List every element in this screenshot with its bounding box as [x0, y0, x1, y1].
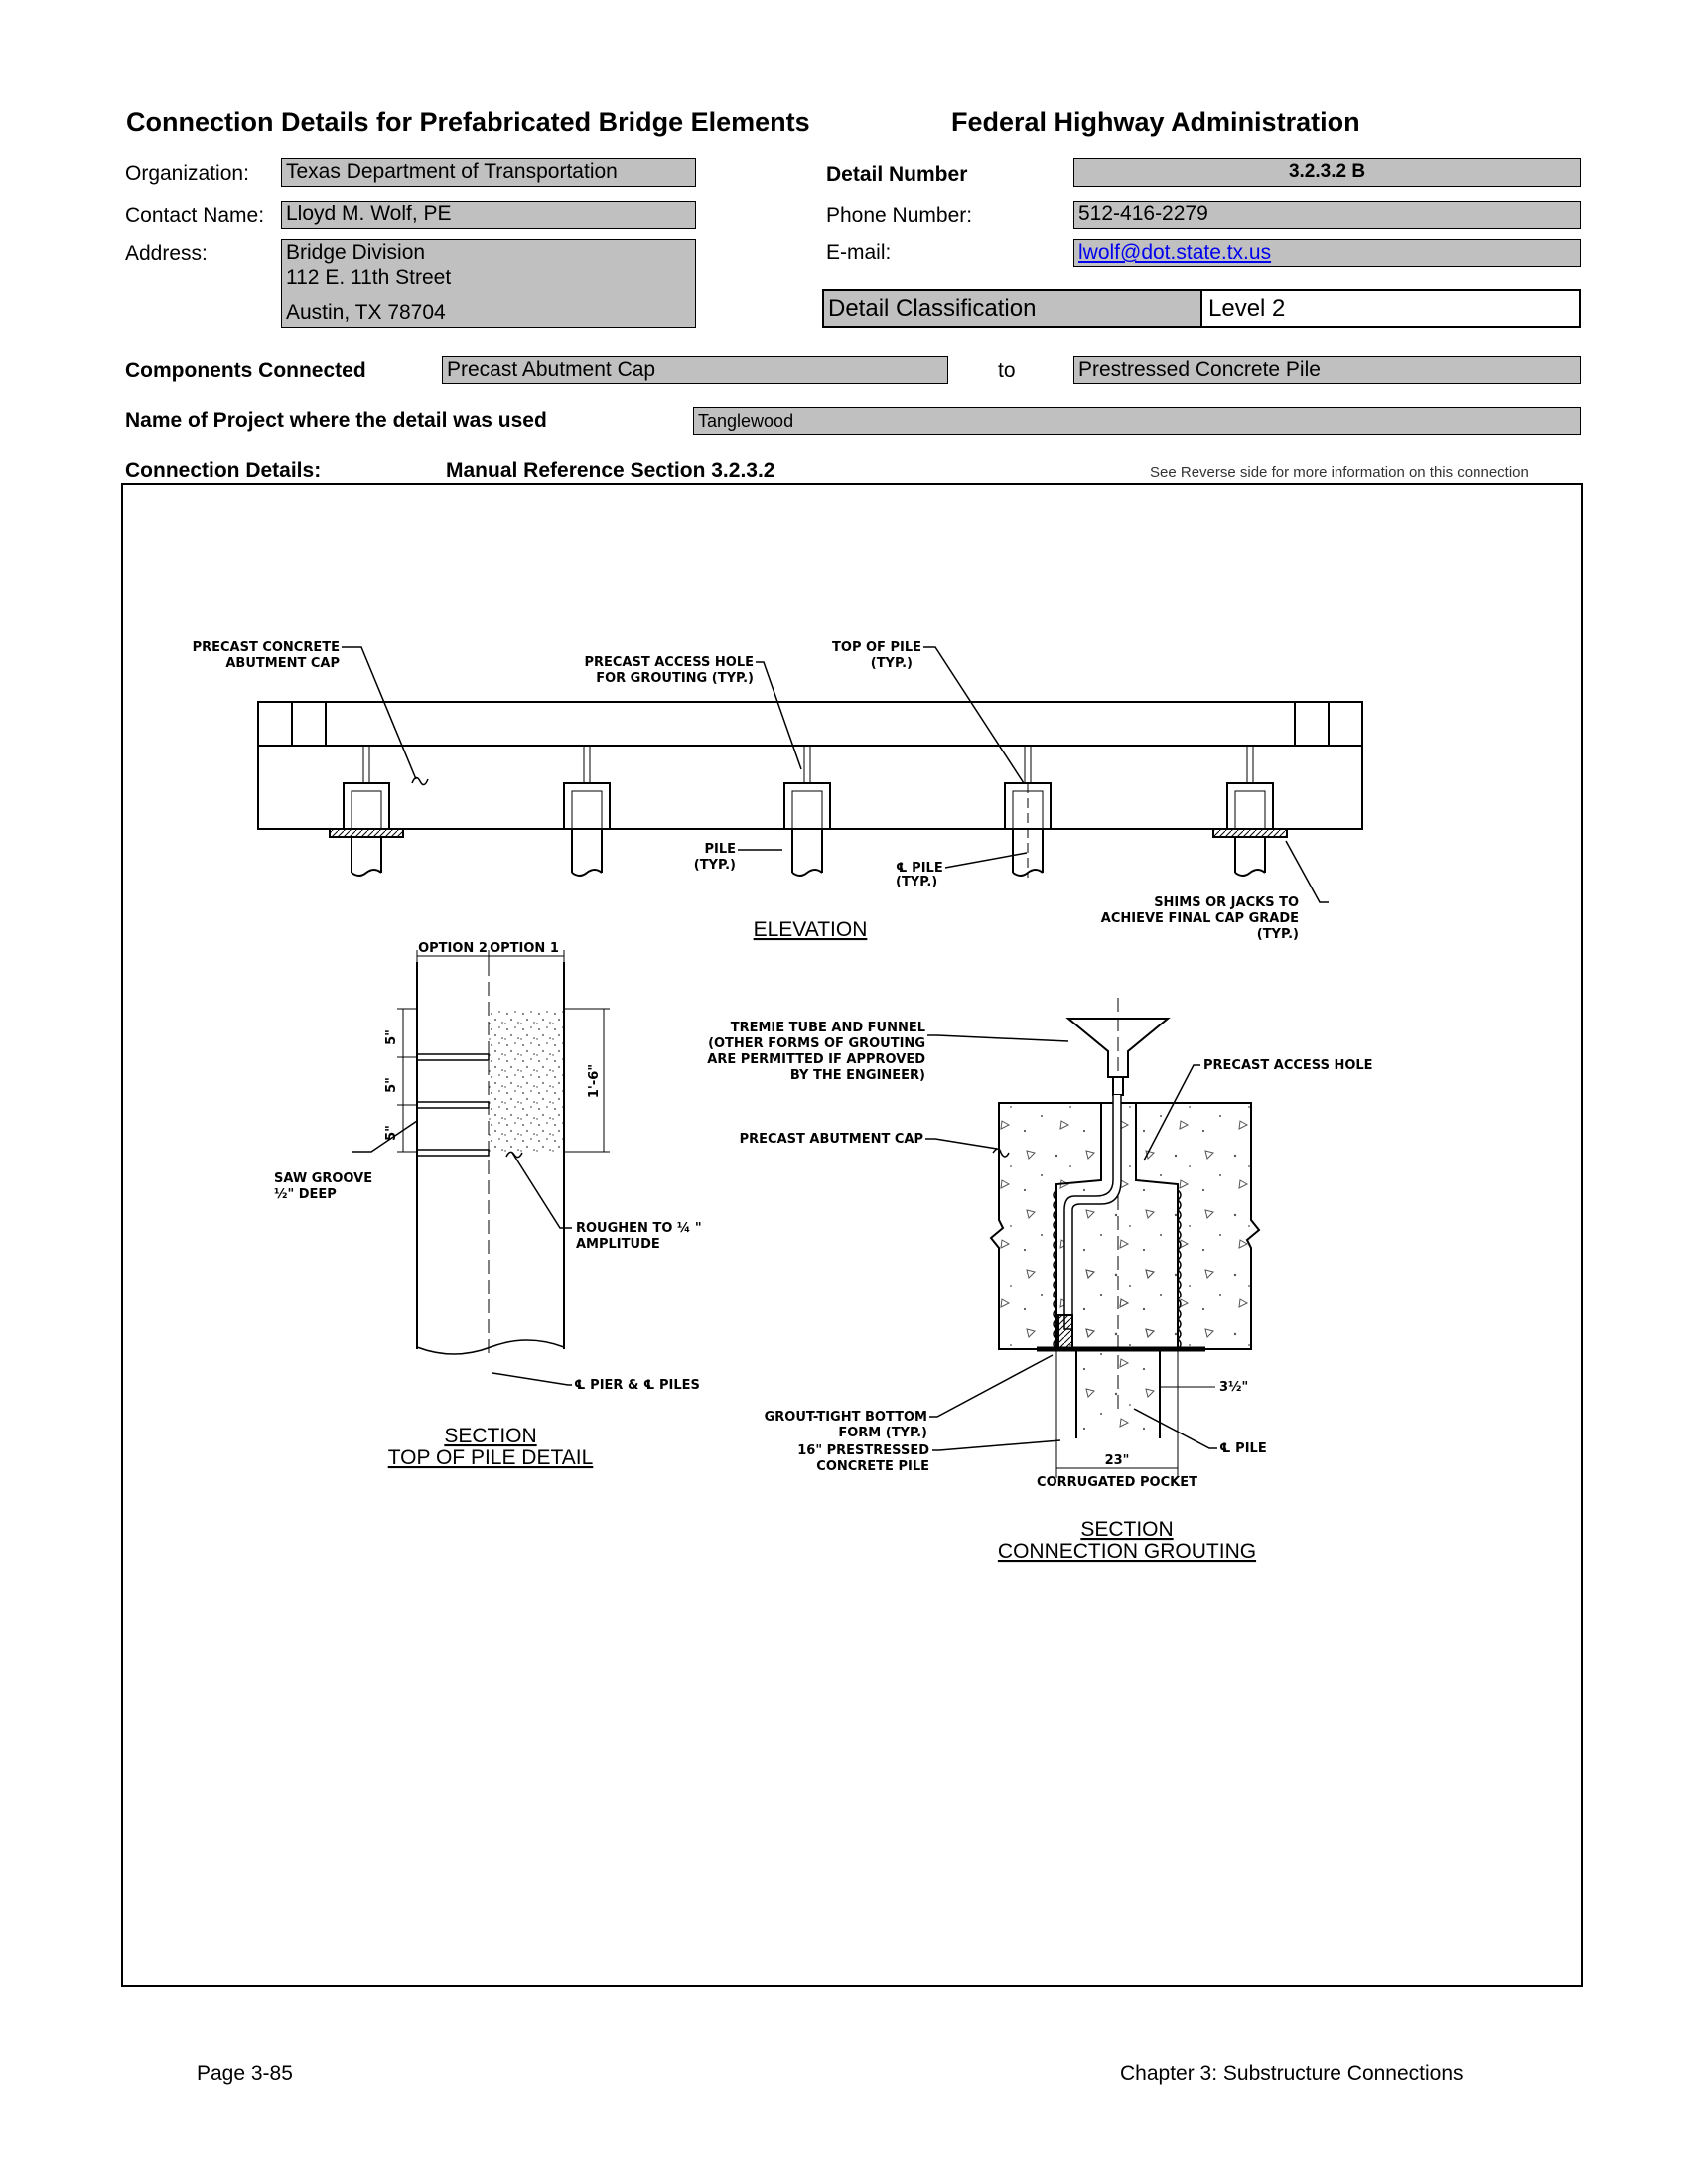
components-label: Components Connected [125, 359, 366, 382]
label-shims-3: (TYP.) [1256, 927, 1299, 942]
roughen-2: AMPLITUDE [576, 1237, 660, 1252]
label-shims-1: SHIMS OR JACKS TO [1154, 895, 1299, 910]
label-shims-2: ACHIEVE FINAL CAP GRADE [1100, 911, 1299, 926]
address-label: Address: [125, 242, 208, 265]
tremie-4: BY THE ENGINEER) [789, 1068, 925, 1083]
contact-field: Lloyd M. Wolf, PE [281, 201, 696, 229]
tremie-2: (OTHER FORMS OF GROUTING [708, 1036, 925, 1051]
label-hole-1: PRECAST ACCESS HOLE [584, 655, 754, 670]
top-pile-title-2: TOP OF PILE DETAIL [387, 1446, 594, 1469]
organization-field: Texas Department of Transportation [281, 158, 696, 187]
grouting-title-2: CONNECTION GROUTING [997, 1540, 1257, 1563]
option-2-label: OPTION 2 [418, 941, 488, 956]
option-1-label: OPTION 1 [490, 941, 559, 956]
classification-label: Detail Classification [824, 291, 1202, 326]
label-top-pile-1: TOP OF PILE [832, 640, 921, 655]
pile-2 [564, 746, 610, 876]
classification-box [822, 289, 1581, 328]
manual-reference: Manual Reference Section 3.2.3.2 [446, 459, 775, 481]
abut-cap-label: PRECAST ABUTMENT CAP [739, 1132, 923, 1147]
grouting-title-1: SECTION [1080, 1518, 1174, 1541]
label-top-pile-2: (TYP.) [870, 656, 913, 671]
project-field: Tanglewood [693, 407, 1581, 435]
pile-1 [330, 746, 403, 876]
grout-form-1: GROUT-TIGHT BOTTOM [764, 1410, 927, 1425]
reverse-side-note: See Reverse side for more information on this connection [1150, 464, 1529, 480]
label-cap-1: PRECAST CONCRETE [192, 640, 340, 655]
to-label: to [998, 359, 1016, 382]
label-hole-2: FOR GROUTING (TYP.) [596, 671, 754, 686]
dim-5-b: 5" [384, 1077, 399, 1093]
phone-field: 512-416-2279 [1073, 201, 1581, 229]
address-field [281, 239, 696, 328]
saw-groove-2: ½" DEEP [274, 1187, 337, 1202]
label-cl-pile-2: (TYP.) [896, 875, 938, 889]
contact-label: Contact Name: [125, 205, 265, 227]
top-of-pile-detail [352, 950, 610, 1385]
dim-5-a: 5" [384, 1029, 399, 1045]
address-line-2: 112 E. 11th Street [286, 266, 452, 289]
detail-number-field: 3.2.3.2 B [1073, 158, 1581, 187]
connection-drawing [121, 483, 1583, 1987]
label-cl-pile-1: ℄ PILE [896, 861, 943, 876]
document-title: Connection Details for Prefabricated Bridge Elements [126, 107, 810, 137]
address-line-1: Bridge Division [286, 241, 426, 264]
access-hole-label: PRECAST ACCESS HOLE [1203, 1058, 1373, 1073]
elevation-title: ELEVATION [753, 918, 868, 941]
detail-number-label: Detail Number [826, 163, 968, 186]
pile-3 [784, 746, 830, 876]
label-pile-1: PILE [704, 842, 736, 857]
email-link[interactable]: lwolf@dot.state.tx.us [1078, 241, 1272, 264]
connection-details-label: Connection Details: [125, 459, 322, 481]
roughen-1: ROUGHEN TO ¼ " [576, 1221, 702, 1236]
address-line-3: Austin, TX 78704 [286, 301, 446, 324]
organization-label: Organization: [125, 162, 249, 185]
top-pile-title-1: SECTION [444, 1425, 537, 1447]
dim-5-c: 5" [384, 1125, 399, 1141]
dim-3-5: 3½" [1219, 1380, 1249, 1395]
elevation-view [258, 647, 1362, 902]
tremie-3: ARE PERMITTED IF APPROVED [707, 1052, 925, 1067]
component-b-field: Prestressed Concrete Pile [1073, 356, 1581, 384]
project-label: Name of Project where the detail was used [125, 409, 547, 432]
classification-value: Level 2 [1208, 295, 1286, 322]
cl-pile-grouting: ℄ PILE [1219, 1441, 1267, 1456]
agency-name: Federal Highway Administration [951, 107, 1360, 137]
dim-1-6: 1'-6" [587, 1063, 602, 1099]
pile-5 [1213, 746, 1287, 876]
saw-groove-1: SAW GROOVE [274, 1171, 373, 1186]
phone-label: Phone Number: [826, 205, 973, 227]
label-pile-2: (TYP.) [693, 858, 736, 873]
tremie-1: TREMIE TUBE AND FUNNEL [730, 1021, 925, 1035]
email-label: E-mail: [826, 241, 892, 264]
dim-23: 23" [1104, 1453, 1130, 1468]
email-field [1073, 239, 1581, 267]
cl-pier-label: ℄ PIER & ℄ PILES [574, 1378, 700, 1393]
pile-type-2: CONCRETE PILE [816, 1459, 929, 1474]
drawing-svg [123, 485, 1581, 1985]
top-of-pile-labels [274, 941, 702, 1393]
label-cap-2: ABUTMENT CAP [225, 656, 340, 671]
grout-form-2: FORM (TYP.) [838, 1426, 927, 1440]
page-number: Page 3-85 [197, 2062, 293, 2085]
chapter-label: Chapter 3: Substructure Connections [1120, 2062, 1464, 2085]
corrugated-pocket: CORRUGATED POCKET [1037, 1475, 1197, 1490]
component-a-field: Precast Abutment Cap [442, 356, 948, 384]
pile-type-1: 16" PRESTRESSED [797, 1443, 929, 1458]
